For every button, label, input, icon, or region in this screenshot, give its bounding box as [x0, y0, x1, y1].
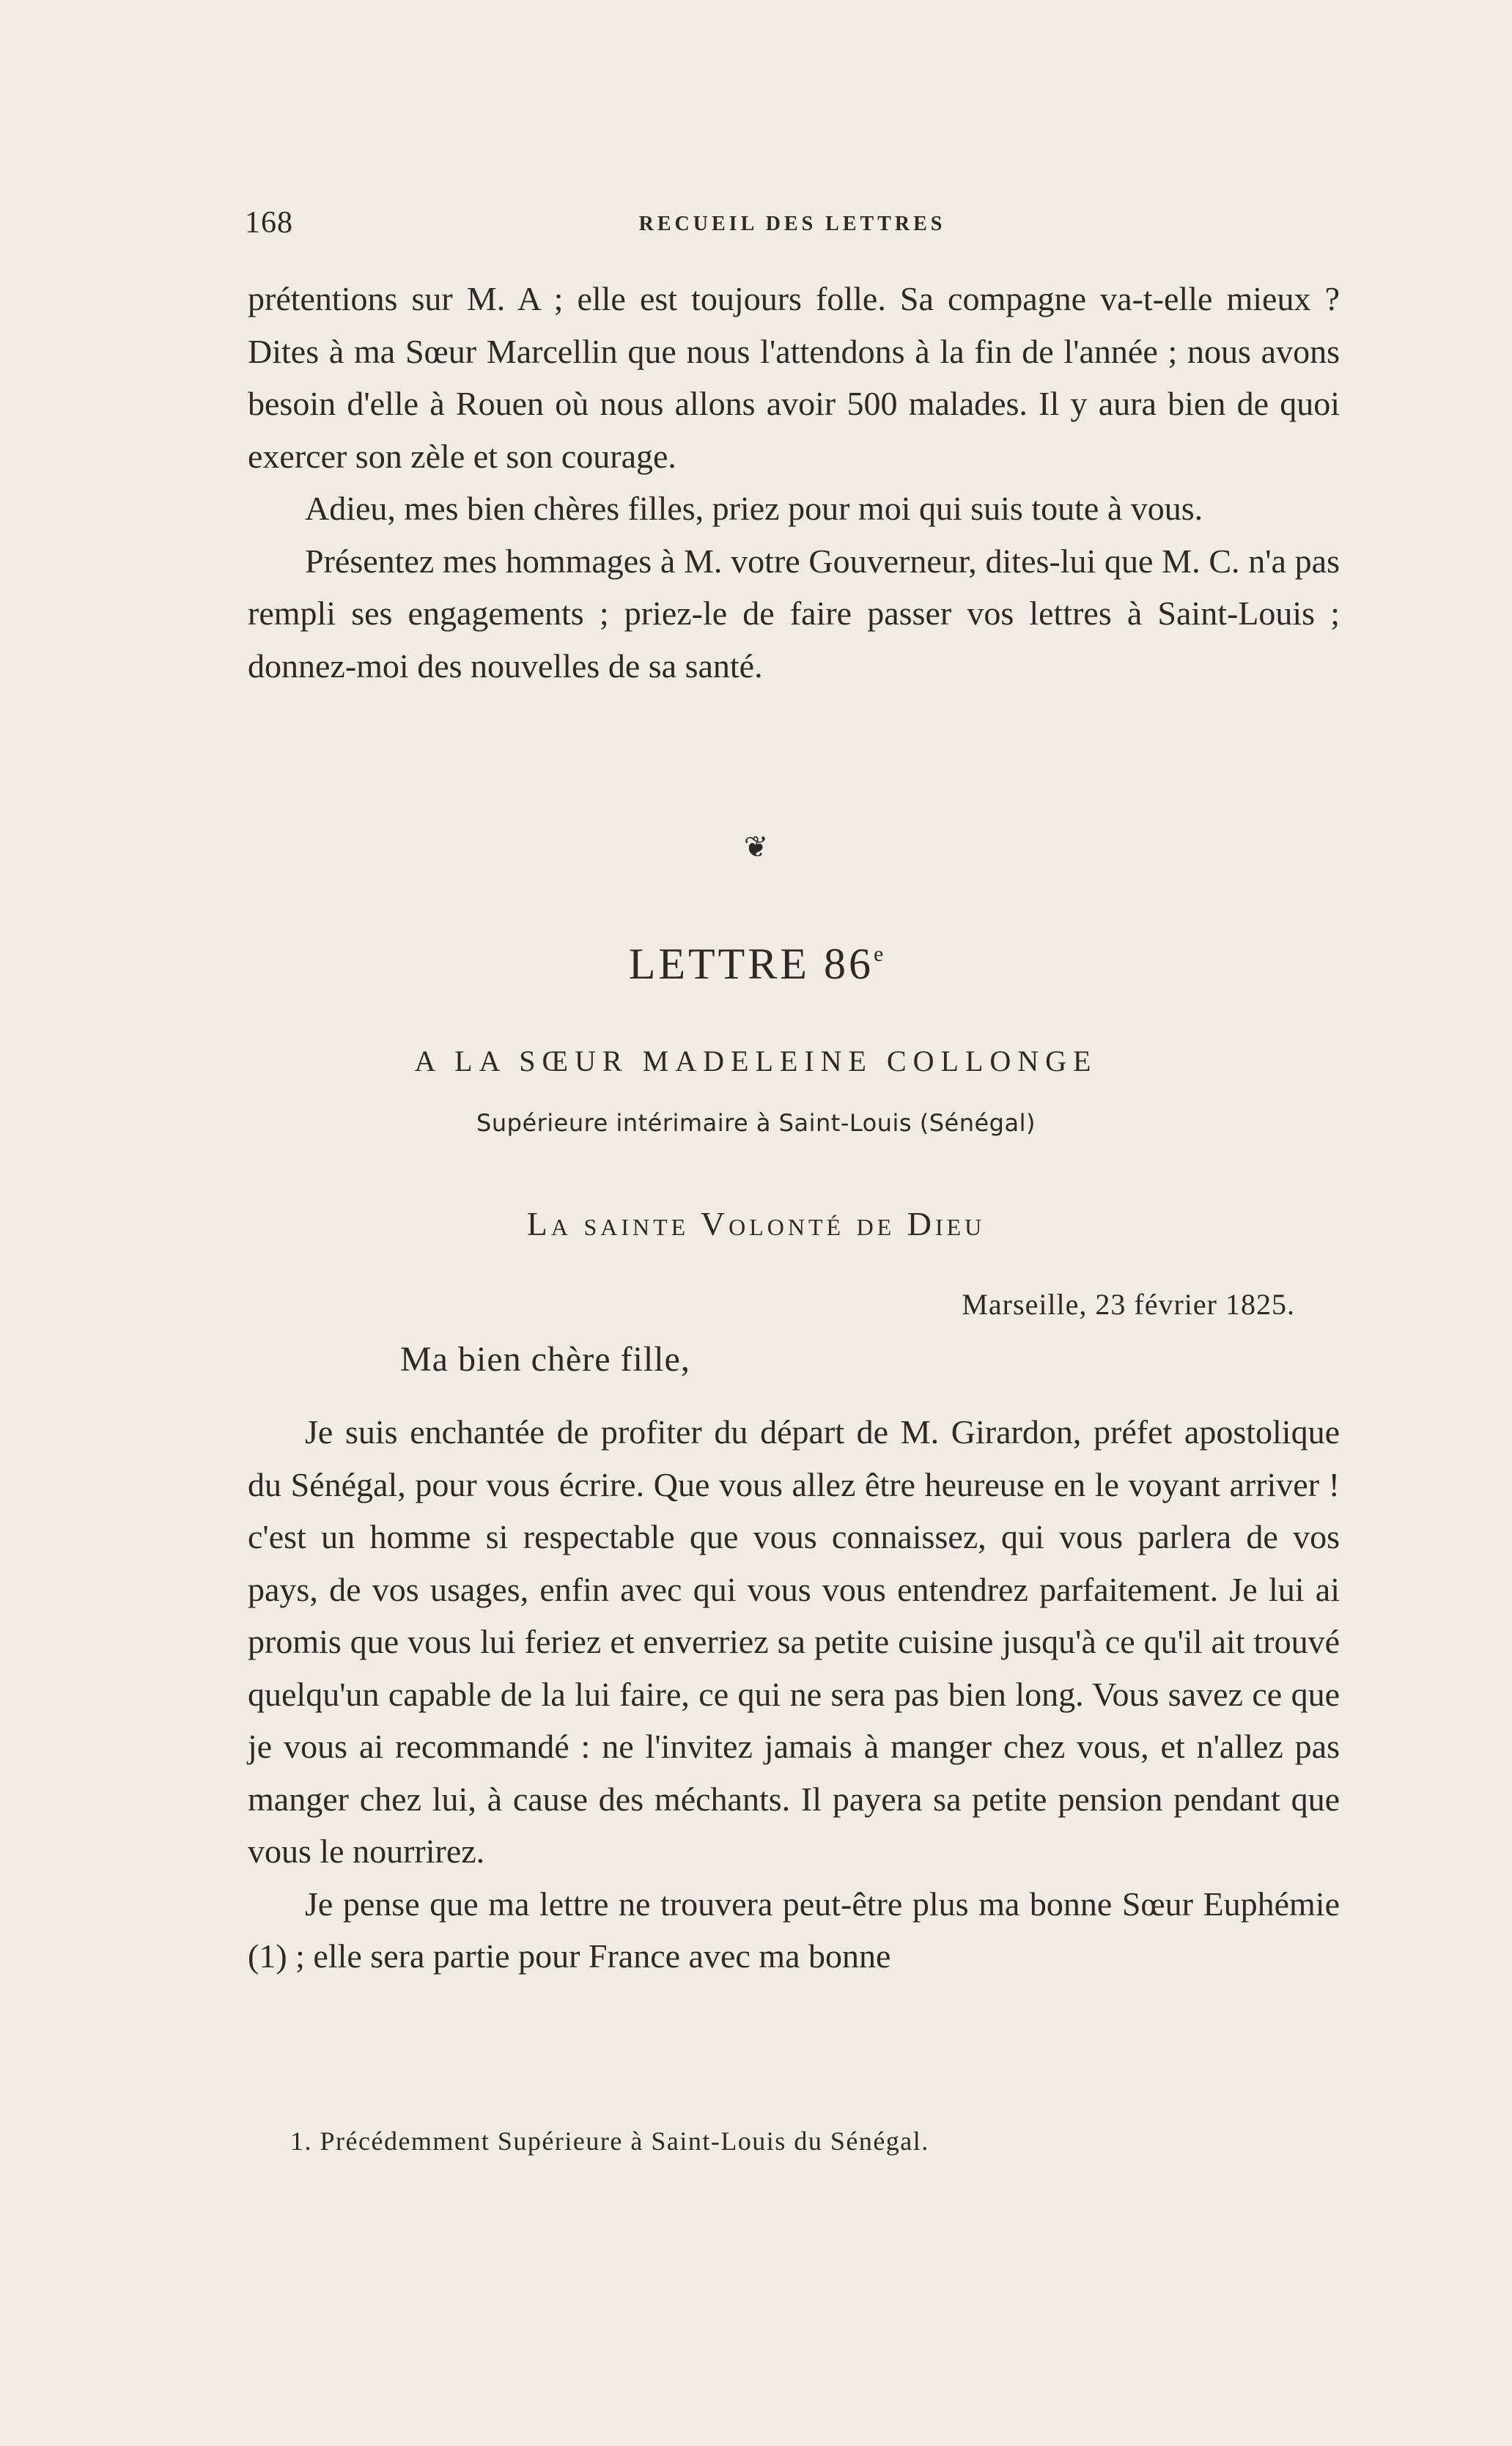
page-header [245, 205, 1340, 249]
salutation: Ma bien chère fille, [400, 1340, 690, 1379]
running-head: RECUEIL DES LETTRES [638, 213, 946, 235]
letter-recipient: A LA SŒUR MADELEINE COLLONGE [414, 1045, 1098, 1078]
letter-body [248, 1406, 1340, 1983]
letter-title-superscript: e [873, 942, 884, 966]
dateline: Marseille, 23 février 1825. [962, 1288, 1295, 1321]
footnote: 1. Précédemment Supérieure à Saint-Louis du Sénégal. [290, 2126, 929, 2156]
previous-letter-text [248, 273, 1340, 692]
page-number: 168 [245, 206, 293, 240]
letter-theme: La sainte Volonté de Dieu [526, 1205, 986, 1242]
recipient-subtitle: Supérieure intérimaire à Saint-Louis (Sénégal) [476, 1109, 1036, 1137]
letter-title [0, 925, 1512, 993]
paragraph: Adieu, mes bien chères filles, priez pour moi qui suis toute à vous. [305, 490, 1203, 527]
fleuron-ornament-icon: ❦ [743, 830, 769, 863]
letter-title-text: LETTRE 86 [628, 940, 874, 988]
paragraph: Présentez mes hommages à M. votre Gouverneur, dites-lui que M. C. n'a pas rempli ses engagements ; priez-le de faire passer vos lettres à Saint-Louis ; donnez-moi des nouvelles de sa santé. [248, 542, 1340, 685]
paragraph: Je suis enchantée de profiter du départ de M. Girardon, préfet apostolique du Sénégal, pour vous écrire. Que vous allez être heureuse en le voyant arriver ! c'est un homme si respectable que vous connaissez, qui vous parlera de vos pays, de vos usages, enfin avec qui vous vous entendrez parfaitement. Je lui ai promis que vous lui feriez et enverriez sa petite cuisine jusqu'à ce qu'il ait trouvé quelqu'un capable de la lui faire, ce qui ne sera pas bien long. Vous savez ce que je vous ai recommandé : ne l'invitez jamais à manger chez vous, et n'allez pas manger chez lui, à cause des méchants. Il payera sa petite pension pendant que vous le nourrirez. [248, 1413, 1340, 1870]
paragraph: prétentions sur M. A ; elle est toujours folle. Sa compagne va-t-elle mieux ? Dites à ma Sœur Marcellin que nous l'attendons à la fin de l'année ; nous avons besoin d'elle à Rouen où nous allons avoir 500 malades. Il y aura bien de quoi exercer son zèle et son courage. [248, 280, 1340, 475]
paragraph: Je pense que ma lettre ne trouvera peut-être plus ma bonne Sœur Euphémie (1) ; elle sera partie pour France avec ma bonne [248, 1885, 1340, 1975]
